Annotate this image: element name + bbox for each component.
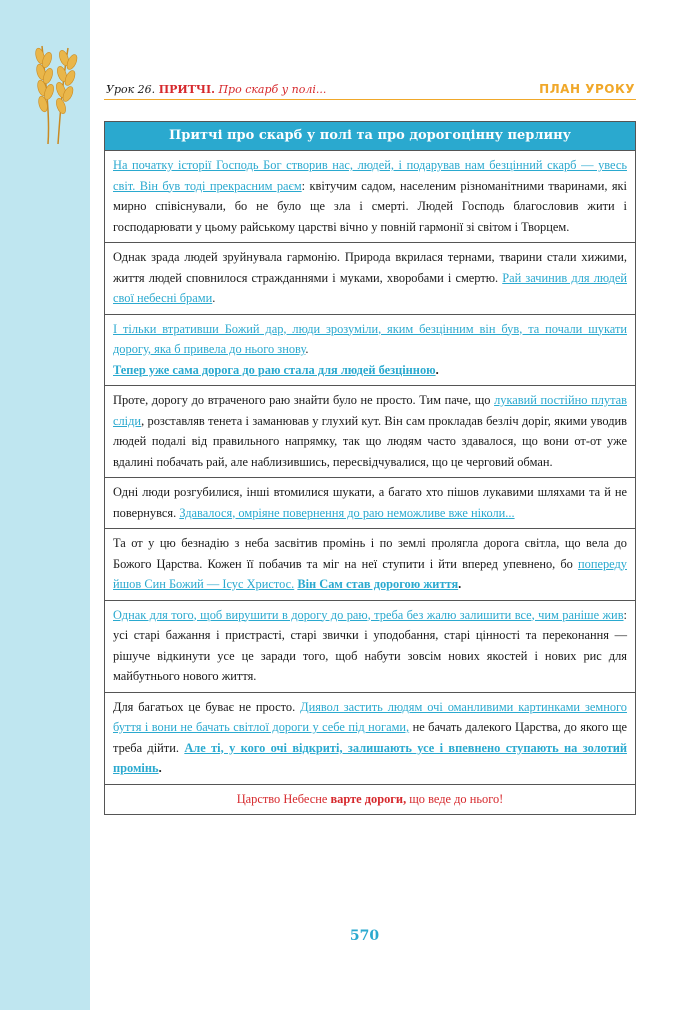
highlight-text[interactable]: На початку історії Господь Бог створив нас, людей, і подарував нам безцінний скарб — увесь світ. Він був тоді прекрасним раєм xyxy=(113,158,627,193)
lesson-number: Урок 26. xyxy=(106,83,156,96)
table-title: Притчі про скарб у полі та про дорогоцінну перлину xyxy=(105,122,635,151)
row-text: . xyxy=(212,291,216,305)
highlight-text[interactable]: попереду йшов Син Божий — Ісус Христос. xyxy=(113,556,627,591)
highlight-bold-text[interactable]: Але ті, у кого очі відкриті, залишають усе і впевнено ступають на золотий промінь xyxy=(113,740,627,775)
final-text: Царство Небесне xyxy=(236,791,331,806)
section-title: ПРИТЧІ. xyxy=(158,83,215,96)
final-bold-text: варте дороги, xyxy=(330,791,407,806)
row-text: . xyxy=(458,577,462,591)
row-text: Однак зрада людей зруйнувала гармонію. Природа вкрилася тернами, тварини стали хижими, життя людей сповнилося стражданнями і муками, хворобами і смертю. xyxy=(113,250,627,285)
page-number: 570 xyxy=(349,928,380,944)
row-text: . xyxy=(158,761,162,775)
highlight-text[interactable]: Рай зачинив для людей свої небесні брами xyxy=(113,270,627,305)
highlight-text[interactable]: Здавалося, омріяне повернення до раю неможливе вже ніколи... xyxy=(179,505,515,520)
row-text: . xyxy=(305,342,309,356)
highlight-bold-text[interactable]: Тепер уже сама дорога до раю стала для людей безцінною xyxy=(113,362,436,377)
table-row xyxy=(105,693,635,785)
left-sidebar xyxy=(0,0,90,1010)
plan-label: ПЛАН УРОКУ xyxy=(539,82,635,96)
topic-title: Про скарб у полі... xyxy=(218,83,327,96)
highlight-text[interactable]: Диявол застить людям очі оманливими картинками земного буття і вони не бачать світлої дороги у себе під ногами, xyxy=(113,699,627,734)
table-row xyxy=(105,386,635,478)
row-text: Для багатьох це буває не просто. xyxy=(113,699,301,714)
row-text: Проте, дорогу до втраченого раю знайти було не просто. Тим паче, що xyxy=(113,393,495,407)
final-text: що веде до нього! xyxy=(406,791,504,806)
highlight-text[interactable]: І тільки втративши Божий дар, люди зрозуміли, яким безцінним він був, та почали шукати дорогу, яка б привела до нього знову xyxy=(113,321,627,356)
row-text: : квітучим садом, населеним різноманітними тваринами, які мирно співіснували, бо не було ще зла і смерті. Людей Господь благословив жити і господарювати у цьому райському царстві вічно у повній гармонії зі світом і Творцем. xyxy=(113,178,627,234)
highlight-text[interactable]: Однак для того, щоб вирушити в дорогу до раю, треба без жалю залишити все, чим раніше жив xyxy=(113,607,624,622)
running-header xyxy=(106,83,326,96)
row-text: , розставляв тенета і заманював у глухий кут. Він сам прокладав безліч доріг, якими уводив людей подалі від правильного напрямку, так що людям часто здавалося, що вони от-от уже вдалині побачать рай, але наблизившись, пересвідчувалися, що це черговий обман. xyxy=(113,413,627,469)
row-text: Та от у цю безнадію з неба засвітив промінь і по землі пролягла дорога світла, що вела до Божого Царства. Кожен її побачив та міг на неї ступити і йти вперед упевнено, бо xyxy=(113,536,627,571)
final-row xyxy=(105,785,635,815)
row-text: : усі старі бажання і пристрасті, старі звички і уподобання, старі цінності та переконання — рішуче відкинути усе це заради того, щоб набути зовсім нових якостей і нових рис для майбутнього нового життя. xyxy=(113,607,627,683)
row-text: не бачать далекого Царства, до якого ще треба дійти. xyxy=(113,720,627,755)
table-row xyxy=(105,151,635,243)
table-row xyxy=(105,529,635,601)
highlight-bold-text[interactable]: Він Сам став дорогою життя xyxy=(297,577,459,591)
row-text: Одні люди розгубилися, інші втомилися шукати, а багато хто пішов лукавими шляхами та й не повернувся. xyxy=(113,485,627,520)
table-row xyxy=(105,315,635,387)
parable-table xyxy=(104,121,636,815)
table-row xyxy=(105,243,635,315)
highlight-text[interactable]: лукавий постійно плутав сліди xyxy=(113,393,627,428)
row-text: . xyxy=(435,362,439,377)
wheat-icon xyxy=(28,36,88,146)
table-row xyxy=(105,601,635,693)
table-row xyxy=(105,478,635,529)
header-divider xyxy=(104,99,636,100)
